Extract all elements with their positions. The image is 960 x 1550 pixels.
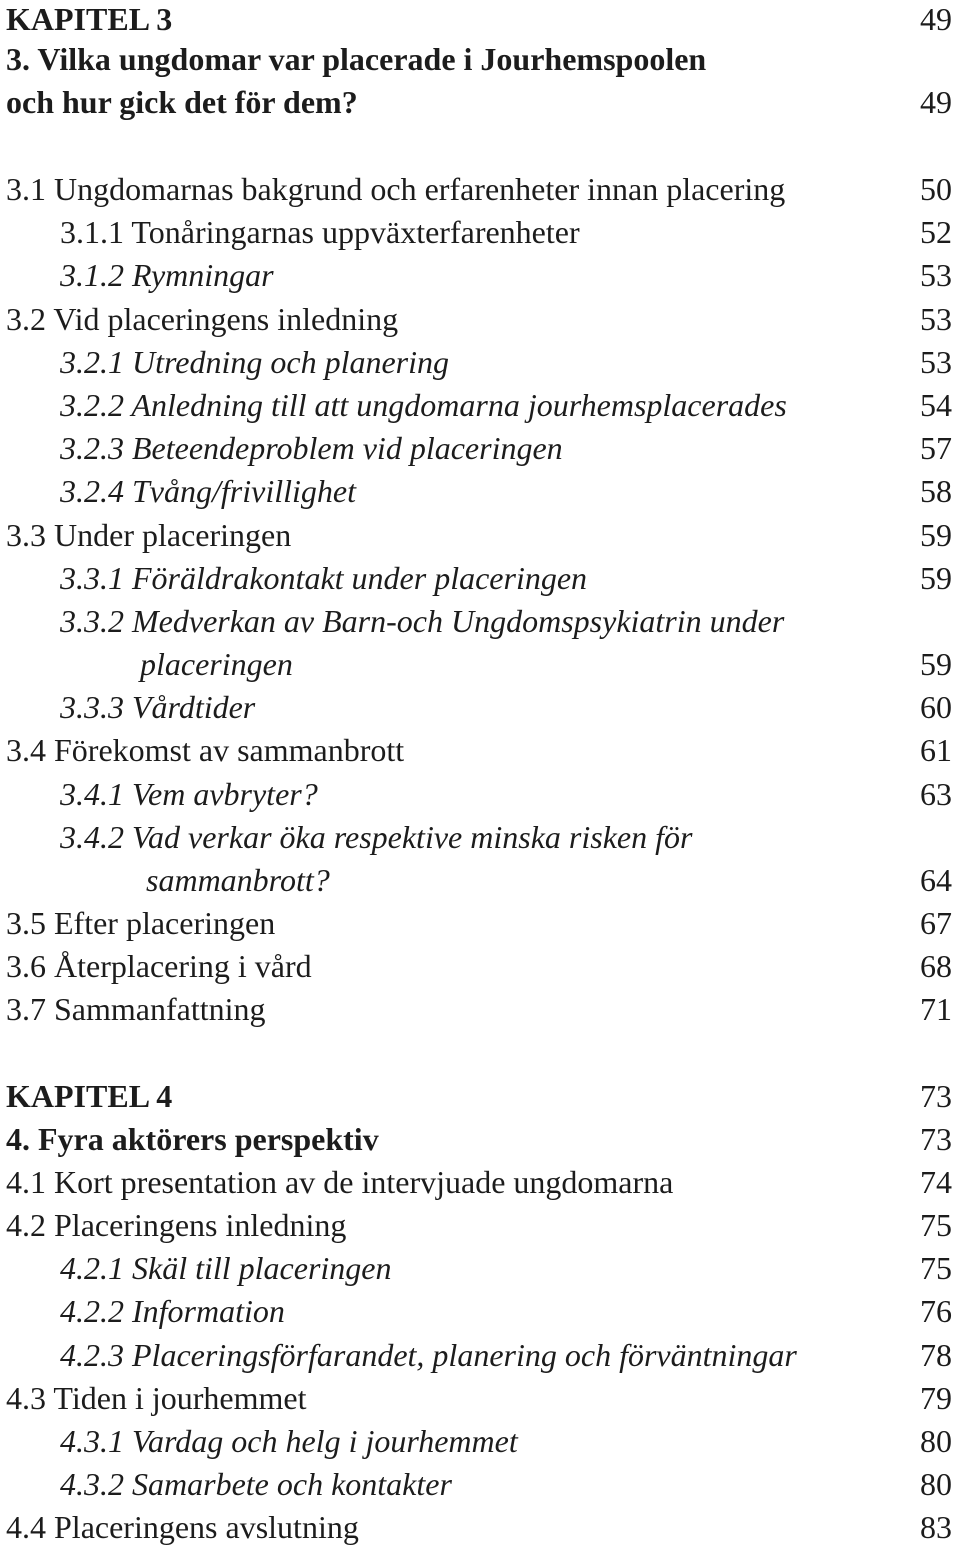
toc-page-number: 53	[920, 344, 952, 380]
toc-section	[0, 514, 960, 557]
toc-page-number: 73	[920, 1121, 952, 1157]
toc-page-number: 80	[920, 1466, 952, 1502]
toc-chapter-heading	[0, 1075, 960, 1118]
toc-subsection	[0, 600, 960, 643]
toc-chapter-heading	[0, 0, 960, 41]
toc-subsection	[0, 341, 960, 384]
toc-entry-text: 3.2.1 Utredning och planering	[60, 344, 449, 380]
toc-entry-text: 3.3.2 Medverkan av Barn-och Ungdomspsykiatrin under	[60, 603, 785, 639]
toc-subsection	[0, 816, 960, 859]
toc-entry-text: 3.3 Under placeringen	[6, 517, 292, 553]
toc-subsection-continuation	[0, 859, 960, 902]
toc-entry-text: 3.2 Vid placeringens inledning	[6, 301, 399, 337]
toc-section	[0, 168, 960, 211]
toc-page-number: 61	[920, 732, 952, 768]
toc-page-number: 79	[920, 1380, 952, 1416]
toc-page-number: 54	[920, 387, 952, 423]
toc-subsection	[0, 470, 960, 513]
toc-subsection	[0, 686, 960, 729]
toc-subsection	[0, 211, 960, 254]
toc-chapter-title	[0, 38, 960, 81]
toc-entry-text: 3.3.3 Vårdtider	[60, 689, 256, 725]
toc-page-number: 75	[920, 1250, 952, 1286]
toc-page-number: 50	[920, 171, 952, 207]
toc-page-number: 49	[920, 84, 952, 120]
toc-subsection	[0, 773, 960, 816]
toc-entry-text: 3.7 Sammanfattning	[6, 991, 266, 1027]
toc-entry-text: 3.1.2 Rymningar	[60, 257, 274, 293]
toc-page-number: 74	[920, 1164, 952, 1200]
toc-page-number: 73	[920, 1078, 952, 1114]
toc-page-number: 59	[920, 517, 952, 553]
toc-subsection	[0, 557, 960, 600]
toc-entry-text: 3.5 Efter placeringen	[6, 905, 276, 941]
toc-subsection	[0, 1290, 960, 1333]
toc-entry-text: 4.2.3 Placeringsförfarandet, planering och förväntningar	[60, 1337, 797, 1373]
toc-page-number: 76	[920, 1293, 952, 1329]
toc-entry-text: 3.4 Förekomst av sammanbrott	[6, 732, 405, 768]
toc-entry-text: 4.4 Placeringens avslutning	[6, 1509, 359, 1545]
toc-page-number: 63	[920, 776, 952, 812]
toc-subsection	[0, 1420, 960, 1463]
toc-entry-text: 4.2 Placeringens inledning	[6, 1207, 347, 1243]
toc-page-number: 71	[920, 991, 952, 1027]
toc-page-number: 78	[920, 1337, 952, 1373]
toc-section	[0, 1506, 960, 1549]
toc-entry-text: 4.3.1 Vardag och helg i jourhemmet	[60, 1423, 518, 1459]
toc-section	[0, 729, 960, 772]
toc-page-number: 53	[920, 301, 952, 337]
toc-section	[0, 902, 960, 945]
toc-subsection	[0, 1247, 960, 1290]
toc-entry-text: 4.3 Tiden i jourhemmet	[6, 1380, 307, 1416]
toc-subsection-continuation	[0, 643, 960, 686]
toc-entry-text: 4.1 Kort presentation av de intervjuade ungdomarna	[6, 1164, 674, 1200]
toc-page-number: 67	[920, 905, 952, 941]
toc-subsection	[0, 254, 960, 297]
toc-subsection	[0, 1334, 960, 1377]
toc-page-number: 52	[920, 214, 952, 250]
toc-subsection	[0, 427, 960, 470]
toc-section	[0, 1377, 960, 1420]
toc-page-number: 68	[920, 948, 952, 984]
toc-page-number: 49	[920, 1, 952, 37]
toc-page-number: 59	[920, 560, 952, 596]
toc-entry-text: 3.1.1 Tonåringarnas uppväxterfarenheter	[60, 214, 580, 250]
toc-entry-text: 3. Vilka ungdomar var placerade i Jourhemspoolen	[6, 41, 707, 77]
toc-page-number: 80	[920, 1423, 952, 1459]
toc-entry-text: 3.2.2 Anledning till att ungdomarna jourhemsplacerades	[60, 387, 787, 423]
toc-page-number: 57	[920, 430, 952, 466]
toc-chapter-title	[0, 81, 960, 124]
toc-entry-text: 3.6 Återplacering i vård	[6, 948, 312, 984]
toc-entry-text: 3.2.3 Beteendeproblem vid placeringen	[60, 430, 563, 466]
toc-entry-text: 4.2.2 Information	[60, 1293, 285, 1329]
toc-entry-text: 4. Fyra aktörers perspektiv	[6, 1121, 379, 1157]
toc-page-number: 83	[920, 1509, 952, 1545]
toc-page-number: 58	[920, 473, 952, 509]
toc-section	[0, 988, 960, 1031]
toc-entry-text: 3.3.1 Föräldrakontakt under placeringen	[60, 560, 588, 596]
toc-page-number: 64	[920, 862, 952, 898]
toc-entry-text: 3.2.4 Tvång/frivillighet	[60, 473, 356, 509]
toc-entry-text: 4.3.2 Samarbete och kontakter	[60, 1466, 452, 1502]
toc-section	[0, 945, 960, 988]
toc-page-number: 75	[920, 1207, 952, 1243]
toc-page-number: 59	[920, 646, 952, 682]
toc-subsection	[0, 1463, 960, 1506]
toc-entry-text: sammanbrott?	[146, 862, 330, 898]
toc-entry-text: 3.4.1 Vem avbryter?	[60, 776, 318, 812]
toc-section	[0, 1161, 960, 1204]
toc-entry-text: 3.1 Ungdomarnas bakgrund och erfarenheter innan placering	[6, 171, 786, 207]
toc-entry-text: KAPITEL 3	[6, 1, 173, 37]
toc-section	[0, 298, 960, 341]
toc-entry-text: placeringen	[140, 646, 293, 682]
toc-page-number: 53	[920, 257, 952, 293]
toc-entry-text: KAPITEL 4	[6, 1078, 173, 1114]
toc-entry-text: 4.2.1 Skäl till placeringen	[60, 1250, 392, 1286]
toc-entry-text: och hur gick det för dem?	[6, 84, 358, 120]
toc-subsection	[0, 384, 960, 427]
toc-section	[0, 1204, 960, 1247]
toc-chapter-title	[0, 1118, 960, 1161]
toc-page-number: 60	[920, 689, 952, 725]
toc-entry-text: 3.4.2 Vad verkar öka respektive minska risken för	[60, 819, 693, 855]
